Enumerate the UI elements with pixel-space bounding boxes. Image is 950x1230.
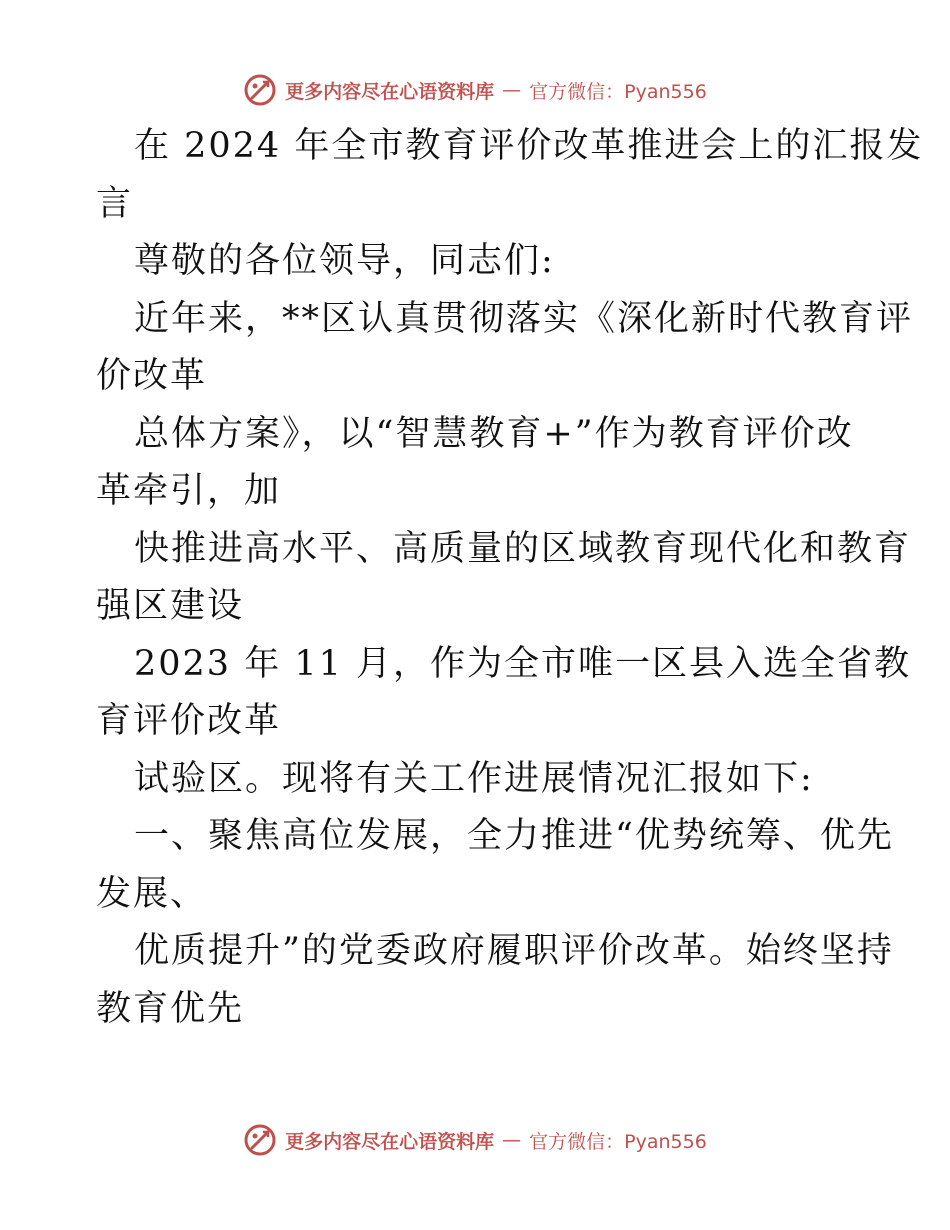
text-line: 优质提升”的党委政府履职评价改革。始终坚持 <box>134 931 894 971</box>
text-line: 尊敬的各位领导，同志们: <box>134 241 555 281</box>
header-watermark-banner <box>0 70 950 110</box>
document-body <box>96 118 924 1038</box>
text-line: 一、聚焦高位发展，全力推进“优势统筹、优先 <box>134 816 894 856</box>
text-line: 强区建设 <box>96 586 245 626</box>
footer-watermark-banner <box>0 1120 950 1160</box>
banner-wechat-text: 官方微信：Pyan556 <box>529 1130 707 1153</box>
text-line: 总体方案》，以“智慧教育+”作为教育评价改 <box>134 413 854 454</box>
text-line: 在 2024 年全市教育评价改革推进会上的汇报发 <box>134 126 924 166</box>
brand-logo-icon <box>243 1123 277 1157</box>
text-line: 教育优先 <box>96 988 245 1029</box>
text-line: 育评价改革 <box>96 701 282 741</box>
text-line: 革牵引，加 <box>96 471 282 511</box>
text-line: 快推进高水平、高质量的区域教育现代化和教育 <box>134 528 912 569</box>
banner-brand-text: 更多内容尽在心语资料库 <box>285 1130 495 1153</box>
text-line: 2023 年 11 月，作为全市唯一区县入选全省教 <box>134 643 911 684</box>
banner-wechat-text: 官方微信：Pyan556 <box>529 80 707 103</box>
text-line: 近年来，**区认真贯彻落实《深化新时代教育评 <box>134 298 914 339</box>
text-line: 价改革 <box>96 356 208 396</box>
text-line: 言 <box>96 183 134 224</box>
banner-dash: — <box>502 79 522 101</box>
text-line: 发展、 <box>96 873 208 914</box>
banner-brand-text: 更多内容尽在心语资料库 <box>285 80 495 103</box>
banner-dash: — <box>502 1129 522 1151</box>
text-line: 试验区。现将有关工作进展情况汇报如下: <box>134 758 814 799</box>
brand-logo-icon <box>243 73 277 107</box>
